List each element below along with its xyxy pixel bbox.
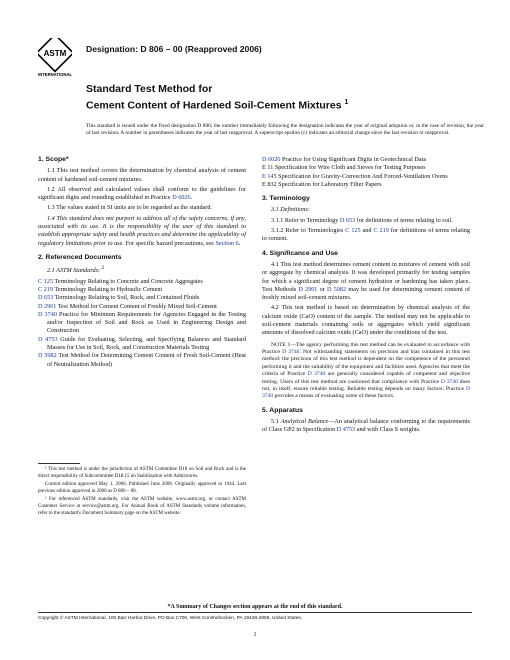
- ref-item: D 4753 Guide for Evaluating, Selecting, and Specifying Balances and Standard Masses for Use in Soil, Rock, and Construction Materials Testing: [38, 335, 247, 351]
- ref-link[interactable]: D 2901: [38, 302, 57, 310]
- svg-text:INTERNATIONAL: INTERNATIONAL: [38, 72, 72, 77]
- para-3-1-2: 3.1.2 Refer to Terminologies C 125 and C 219 for definitions of terms relating to cement.: [262, 227, 470, 243]
- page-number: 1: [253, 632, 257, 638]
- ref-item: D 3740 Practice for Minimum Requirements for Agencies Engaged in the Testing and/or Inspection of Soil and Rock as Used in Engineering Design and Construction: [38, 310, 246, 335]
- section-2-heading: 2. Referenced Documents: [38, 253, 122, 261]
- page-title: [86, 83, 348, 113]
- para-1-2: 1.2 All observed and calculated values shall conform to the guidelines for significant digits and rounding established in Practice D 6026.: [38, 185, 246, 202]
- link-section-6[interactable]: Section 6: [215, 239, 239, 247]
- para-2-1: 2.1 ASTM Standards: $^2$: [47, 266, 105, 275]
- footer-divider: [38, 612, 472, 613]
- para-1-3: 1.3 The values stated in SI units are to be regarded as the standard.: [47, 204, 213, 212]
- ref-item: E 11 Specification for Wire Cloth and Sieves for Testing Purposes: [262, 164, 426, 172]
- para-5-1: 5.1 Analytical Balance—An analytical balance conforming to the requirements of Class GP2 in Specification D 4753 and with Class S weights.: [262, 418, 471, 434]
- ref-link[interactable]: D 4753: [38, 335, 58, 343]
- summary-notice: *A Summary of Changes section appears at the end of this standard.: [167, 604, 343, 610]
- para-3-1-1: 3.1.1 Refer to Terminology D 653 for definitions of terms relating to soil.: [271, 216, 453, 224]
- para-1-4: 1.4 This standard does not purport to address all of the safety concerns, if any, associated with its use. It is the responsibility of the user of this standard to establish appropriate safety and health practices and determine the applicability of regulatory limitations prior to use. For specific hazard precautions, see Section 6.: [38, 214, 246, 247]
- ref-link[interactable]: C 219: [38, 285, 53, 293]
- para-4-1: 4.1 This test method determines cement content in mixtures of cement with soil or aggregate by chemical analysis. It was developed primarily for testing samples for which a significant degree of cement hydration or hardening has taken place. Test Methods D 2901 or D 5982 may be used for determining cement content of freshly mixed soil-cement mixtures.: [262, 260, 471, 302]
- footnote-2: ² For referenced ASTM standards, visit the ASTM website, www.astm.org, or contact ASTM Customer Service at service@astm.org. For Annual Book of ASTM Standards volume information, refer to the standard's Document Summary page on the ASTM website.: [38, 497, 246, 516]
- copyright: Copyright © ASTM International, 100 Barr Harbor Drive, PO Box C700, West Conshohocken, PA 19428-2959, United States.: [38, 616, 303, 621]
- astm-logo-icon: [38, 38, 72, 78]
- para-1-1: 1.1 This test method covers the determination by chemical analysis of cement content of hardened soil-cement mixtures.: [38, 167, 246, 183]
- link-d6026[interactable]: D 6026: [172, 194, 191, 202]
- ref-item: D 653 Terminology Relating to Soil, Rock, and Contained Fluids: [38, 294, 200, 302]
- link-d3740[interactable]: D 3740: [440, 378, 458, 385]
- footnote-divider: [38, 463, 80, 464]
- section-1-heading: 1. Scope*: [38, 156, 69, 163]
- ref-item: D 2901 Test Method for Cement Content of Freshly Mixed Soil-Cement: [38, 302, 217, 310]
- link-d3740[interactable]: D 3740: [282, 349, 300, 356]
- para-3-1: 3.1 Definitions:: [271, 206, 310, 214]
- ref-item: E 832 Specification for Laboratory Filter Papers: [262, 180, 382, 188]
- ref-item: D 5982 Test Method for Determining Cement Content of Fresh Soil-Cement (Heat of Neutralization Method): [38, 352, 247, 368]
- footnote-1: ¹ This test method is under the jurisdiction of ASTM Committee D18 on Soil and Rock and is the direct responsibility of Subcommittee D18.15 on Stabilization with Admixtures.: [38, 467, 246, 479]
- ref-link[interactable]: E 145: [262, 172, 277, 180]
- ref-link[interactable]: D 5982: [38, 352, 57, 360]
- footnote-1-edition: Current edition approved May 1, 2006. Published June 2006. Originally approved in 1944. Last previous edition approved in 2000 as D 806 – 00.: [38, 482, 246, 494]
- link-d5982[interactable]: D 5982: [327, 285, 347, 293]
- note-1: NOTE 1—The agency performing this test method can be evaluated in accordance with Practice D 3740. Not withstanding statements on precision and bias contained in this test method: the precision of this test method is dependent on the competence of the personnel performing it and the suitability of the equipment and facilities used. Agencies that meet the criteria of Practice D 3740 are generally considered capable of competent and objective testing. Users of this test method are cautioned that compliance with Practice D 3740 does not, in itself, ensure reliable testing. Reliable testing depends on many factors; Practice D 3740 provides a means of evaluating some of these factors.: [262, 341, 470, 400]
- link-d3740[interactable]: D 3740: [262, 386, 470, 400]
- link-d4753[interactable]: D 4753: [336, 426, 356, 434]
- left-column: [38, 156, 246, 369]
- right-column: [262, 156, 470, 437]
- ref-item: C 219 Terminology Relating to Hydraulic Cement: [38, 285, 163, 293]
- link-d3740[interactable]: D 3740: [307, 371, 326, 378]
- footnotes: [38, 467, 246, 519]
- link-d2901[interactable]: D 2901: [298, 285, 318, 293]
- ref-code: E 832: [262, 180, 277, 188]
- link-d653[interactable]: D 653: [339, 216, 356, 224]
- ref-link[interactable]: D 653: [38, 294, 54, 302]
- ref-item: C 125 Terminology Relating to Concrete and Concrete Aggregates: [38, 277, 203, 285]
- ref-link[interactable]: D 6026: [262, 156, 281, 163]
- astm-logo: [38, 38, 72, 78]
- link-c125[interactable]: C 125: [345, 227, 361, 235]
- para-4-2: 4.2 This test method is based on determination by chemical analysis of the calcium oxide (CaO) content of the sample. The method may not be applicable to soil-cement materials containing soils or aggregates which yield significant amounts of dissolved calcium oxide (CaO) under the conditions of the test.: [262, 304, 470, 337]
- svg-text:ASTM: ASTM: [43, 49, 67, 58]
- ref-link[interactable]: D 3740: [38, 310, 57, 318]
- title-line1: Standard Test Method for: [86, 83, 213, 95]
- ref-item: E 145 Specification for Gravity-Convection And Forced-Ventilation Ovens: [262, 172, 448, 180]
- link-c219[interactable]: C 219: [373, 227, 389, 235]
- section-5-heading: 5. Apparatus: [262, 406, 303, 414]
- ref-code: E 11: [262, 164, 274, 172]
- section-4-heading: 4. Significance and Use: [262, 249, 338, 257]
- title-line2: Cement Content of Hardened Soil-Cement Mixtures $^1$: [86, 99, 349, 112]
- section-3-heading: 3. Terminology: [262, 195, 310, 203]
- ref-item: D 6026 Practice for Using Significant Digits in Geotechnical Data: [262, 156, 427, 163]
- designation: Designation: D 806 – 00 (Reapproved 2006): [86, 44, 262, 54]
- ref-link[interactable]: C 125: [38, 277, 53, 285]
- reference-list-continued: [262, 156, 470, 189]
- reference-list: [38, 278, 246, 369]
- intro-paragraph: This standard is issued under the fixed designation D 806; the number immediately following the designation indicates the year of original adoption or, in the case of revision, the year of last revision. A number in parentheses indicates the year of last reapproval. A superscript epsilon (ε) indicates an editorial change since the last revision or reapproval.: [86, 123, 484, 137]
